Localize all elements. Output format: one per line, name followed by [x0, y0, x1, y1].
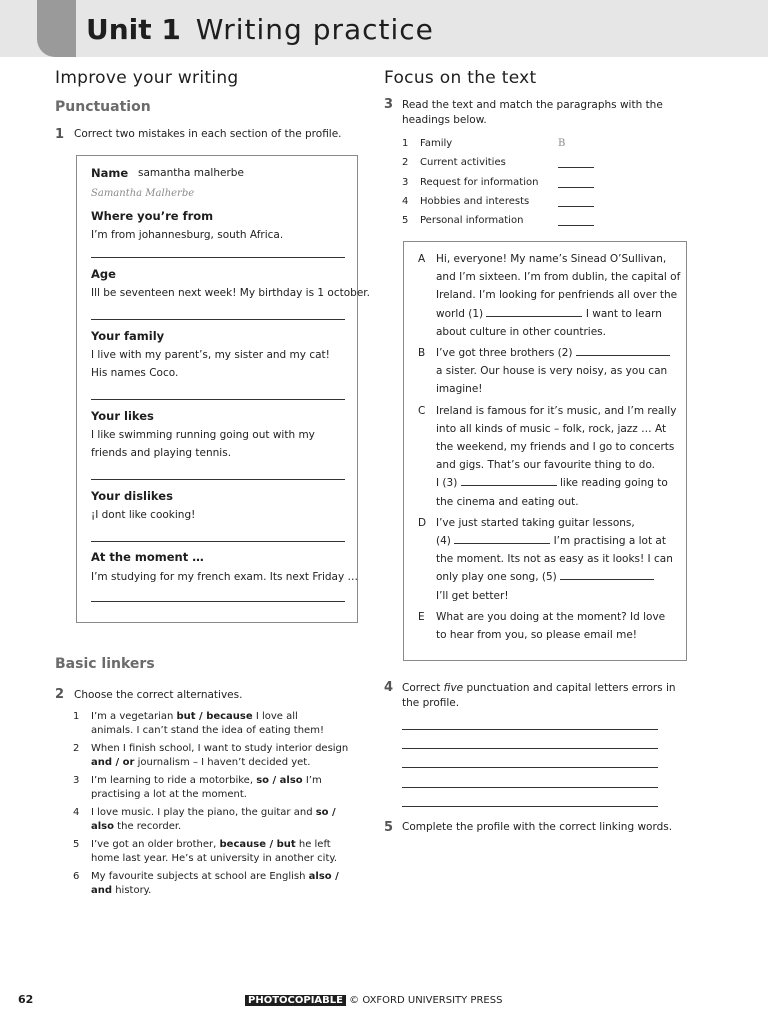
exercise-2-instruction: Choose the correct alternatives.	[74, 689, 243, 701]
profile-dislikes-label: Your dislikes	[91, 489, 173, 503]
answer-line	[91, 399, 345, 400]
answer-line	[91, 257, 345, 258]
gap-5[interactable]	[560, 569, 654, 580]
title-label: Writing practice	[195, 13, 434, 46]
list-item: 1 I’m a vegetarian but / because I love all animals. I can’t stand the idea of eating them!	[73, 711, 324, 736]
list-item: 2 When I finish school, I want to study interior design and / or journalism – I haven’t decided yet.	[73, 743, 349, 768]
alternatives-choice[interactable]: but / because	[176, 711, 253, 722]
exercise-1-number: 1	[55, 127, 65, 142]
profile-where-label: Where you’re from	[91, 209, 214, 223]
profile-likes-text: I like swimming running going out with my friends and playing tennis.	[91, 429, 315, 459]
list-item: 3 Request for information	[402, 173, 602, 192]
answer-blank[interactable]	[558, 215, 594, 226]
profile-age-text: Ill be seventeen next week! My birthday is 1 october.	[91, 287, 370, 299]
profile-likes-label: Your likes	[91, 409, 154, 423]
reading-paragraphs	[418, 250, 680, 644]
headings-list	[402, 134, 602, 230]
answer-filled: B	[558, 138, 566, 150]
exercise-4-instruction: Correct five punctuation and capital letters errors in the profile.	[402, 682, 676, 709]
page-title	[86, 13, 434, 46]
answer-line	[91, 541, 345, 542]
section-title-improve: Improve your writing	[55, 68, 239, 88]
list-item: 6 My favourite subjects at school are English also / and history.	[73, 871, 339, 896]
answer-line[interactable]	[402, 767, 658, 768]
profile-moment-text: I’m studying for my french exam. Its next Friday …	[91, 571, 359, 583]
section-title-focus: Focus on the text	[384, 68, 537, 88]
answer-line[interactable]	[402, 787, 658, 788]
exercise-5-number: 5	[384, 820, 394, 835]
list-item: 3 I’m learning to ride a motorbike, so / also I’m practising a lot at the moment.	[73, 775, 322, 800]
header-tab	[37, 0, 76, 57]
answer-line[interactable]	[402, 748, 658, 749]
paragraph-d: D I’ve just started taking guitar lessons, (4) I’m practising a lot at the moment. Its not as easy as it looks! I can only play one song, (5) I’ll get better!	[418, 516, 673, 602]
list-item: 5 I’ve got an older brother, because / but he left home last year. He’s at university in another city.	[73, 839, 338, 864]
profile-dislikes-text: ¡I dont like cooking!	[91, 509, 196, 521]
profile-name-value: samantha malherbe	[138, 167, 244, 179]
copyright-text: © OXFORD UNIVERSITY PRESS	[349, 995, 503, 1006]
profile-name-correction: Samantha Malherbe	[91, 188, 195, 199]
gap-3[interactable]	[461, 475, 557, 486]
answer-line	[91, 479, 345, 480]
exercise-4-number: 4	[384, 680, 394, 695]
answer-blank[interactable]	[558, 157, 594, 168]
paragraph-b: B I’ve got three brothers (2) a sister. Our house is very noisy, as you can imagine!	[418, 344, 680, 399]
answer-line[interactable]	[402, 729, 658, 730]
profile-family-text: I live with my parent’s, my sister and my cat! His names Coco.	[91, 349, 330, 379]
profile-name-label: Name	[91, 166, 129, 180]
alternatives-choice[interactable]: so / also	[91, 807, 336, 832]
alternatives-choice[interactable]: so / also	[256, 775, 303, 786]
list-item: 4 Hobbies and interests	[402, 192, 602, 211]
answer-blank[interactable]	[558, 177, 594, 188]
exercise-5-instruction: Complete the profile with the correct linking words.	[402, 821, 673, 833]
linkers-list	[73, 710, 363, 902]
alternatives-choice[interactable]: and / or	[91, 757, 135, 768]
answer-line	[91, 319, 345, 320]
list-item: 1 Family B	[402, 138, 566, 150]
footer-copyright	[245, 995, 502, 1006]
list-item: 4 I love music. I play the piano, the guitar and so / also the recorder.	[73, 807, 336, 832]
answer-line[interactable]	[402, 806, 658, 807]
profile-age-label: Age	[91, 267, 116, 281]
paragraph-e: E What are you doing at the moment? Id love to hear from you, so please email me!	[418, 610, 666, 642]
profile-family-label: Your family	[91, 329, 165, 343]
exercise-3-number: 3	[384, 97, 394, 112]
exercise-2-number: 2	[55, 687, 65, 702]
paragraph-c: C Ireland is famous for it’s music, and I’m really into all kinds of music – folk, rock, jazz … At the weekend, my friends and I go to concerts and gigs. That’s our favourite thing to do. I (3) like reading going to the cinema and eating out.	[418, 404, 677, 508]
gap-1[interactable]	[486, 306, 582, 317]
list-item: 2 Current activities	[402, 153, 602, 172]
alternatives-choice[interactable]: also / and	[91, 871, 339, 896]
paragraph-a: A Hi, everyone! My name’s Sinead O’Sullivan, and I’m sixteen. I’m from dublin, the capital of Ireland. I’m looking for penfriends all over the world (1) I want to learn about culture in other countries.	[418, 253, 681, 338]
answer-line	[91, 601, 345, 602]
punctuation-heading: Punctuation	[55, 99, 151, 115]
gap-4[interactable]	[454, 533, 550, 544]
alternatives-choice[interactable]: because / but	[219, 839, 296, 850]
exercise-3-instruction: Read the text and match the paragraphs with the headings below.	[402, 99, 663, 126]
photocopiable-badge: PHOTOCOPIABLE	[245, 995, 346, 1006]
page-number: 62	[18, 993, 34, 1006]
exercise-1-instruction: Correct two mistakes in each section of the profile.	[74, 128, 342, 140]
list-item: 5 Personal information	[402, 211, 602, 230]
profile-where-text: I’m from johannesburg, south Africa.	[91, 229, 284, 241]
gap-2[interactable]	[576, 345, 670, 356]
answer-blank[interactable]	[558, 196, 594, 207]
unit-label: Unit 1	[86, 13, 181, 46]
profile-moment-label: At the moment …	[91, 550, 204, 564]
linkers-heading: Basic linkers	[55, 656, 155, 672]
